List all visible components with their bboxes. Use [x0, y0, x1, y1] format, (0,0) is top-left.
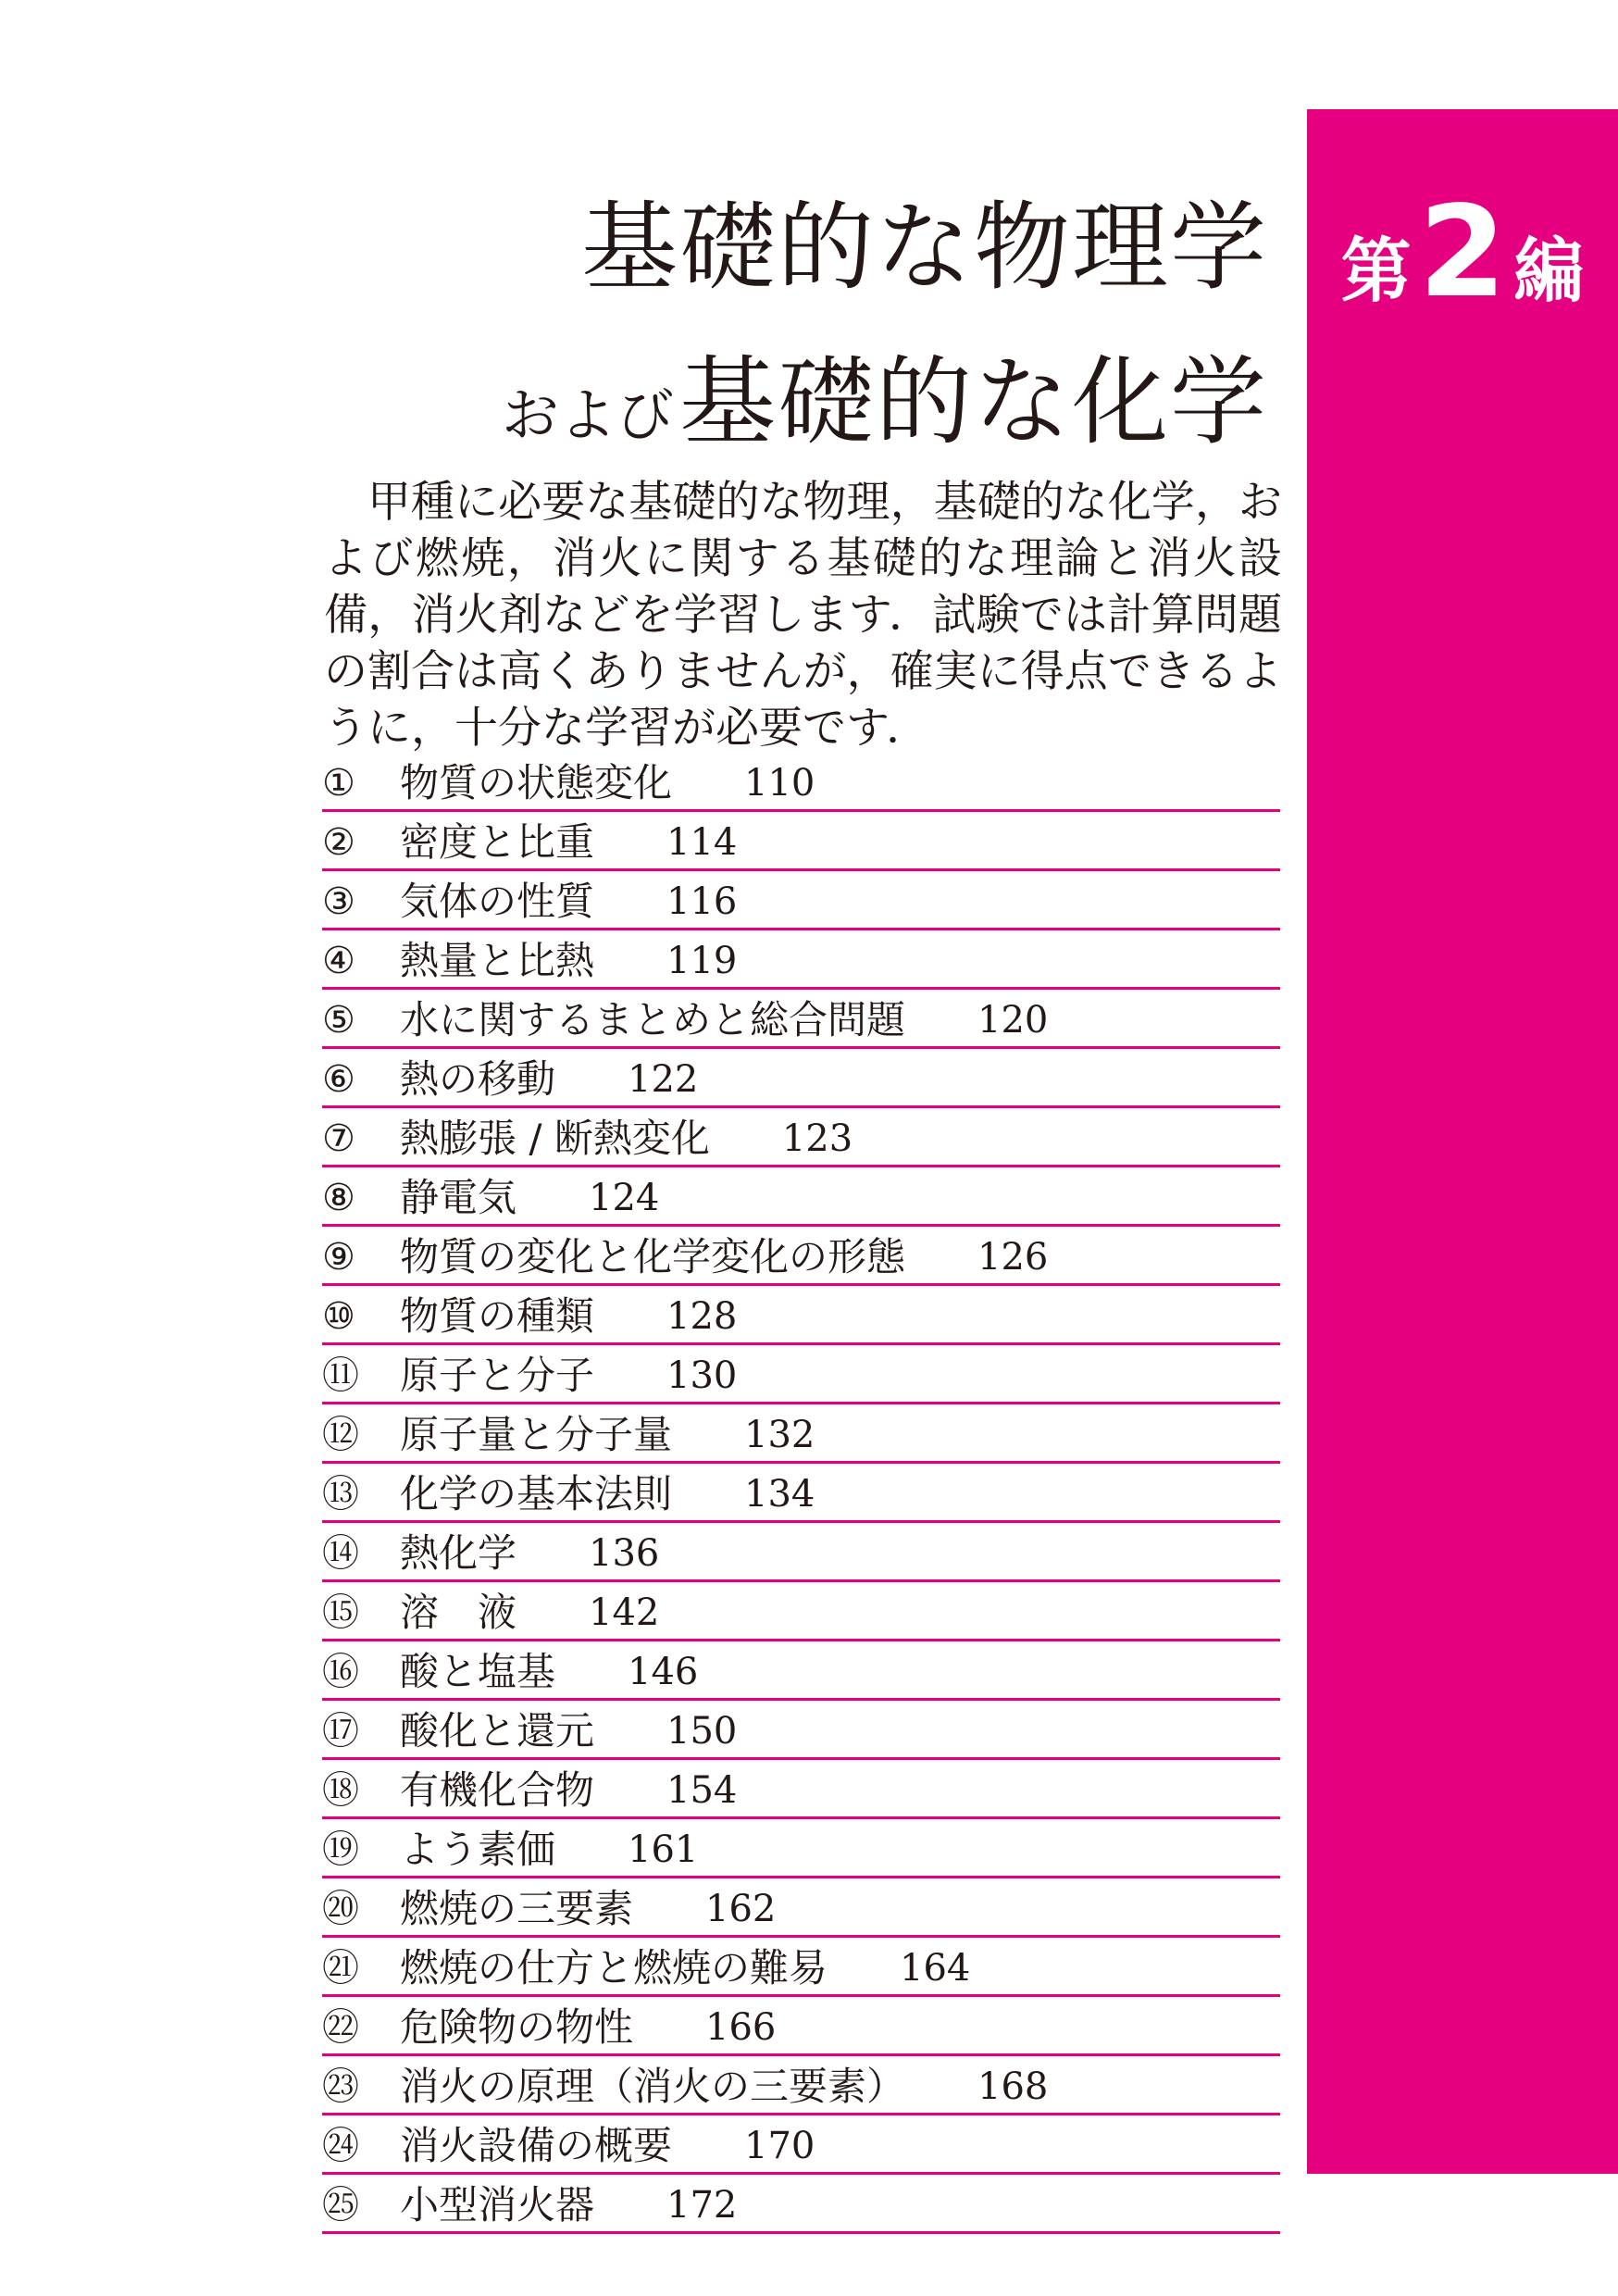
toc-item-title: 有機化合物 — [400, 1767, 595, 1813]
toc-item-page: 114 — [666, 821, 738, 864]
toc-item-title: 物質の種類 — [400, 1293, 595, 1339]
toc-item-title: 溶 液 — [400, 1590, 517, 1635]
intro-paragraph: 甲種に必要な基礎的な物理，基礎的な化学，および燃焼，消火に関する基礎的な理論と消火設備，消火剤などを学習します．試験では計算問題の割合は高くありませんが，確実に得点できるように，十分な学習が必要です． — [324, 477, 1282, 754]
toc-item-title: 密度と比重 — [400, 819, 595, 865]
toc-item-number: ⑪ — [322, 1354, 359, 1397]
toc-item[interactable] — [322, 1821, 1280, 1878]
toc-item-title: 物質の状態変化 — [400, 760, 673, 805]
toc-item-page: 161 — [628, 1828, 699, 1871]
toc-item[interactable] — [322, 1999, 1280, 2056]
toc-item-page: 119 — [666, 940, 738, 982]
toc-item-page: 128 — [666, 1295, 738, 1338]
toc-item-number: ⑮ — [322, 1591, 359, 1634]
toc-item-title: 熱量と比熱 — [400, 938, 595, 983]
toc-item-page: 154 — [666, 1769, 738, 1812]
toc-item-page: 170 — [744, 2125, 815, 2167]
toc-item[interactable] — [322, 1229, 1280, 1286]
toc-item[interactable] — [322, 1584, 1280, 1641]
toc-item-number: ⑯ — [322, 1651, 359, 1693]
toc-item-page: 132 — [744, 1414, 815, 1456]
toc-item-page: 124 — [589, 1177, 660, 1219]
toc-item-title: 危険物の物性 — [400, 2004, 634, 2050]
toc-item-page: 166 — [705, 2006, 777, 2049]
toc-item[interactable] — [322, 1051, 1280, 1108]
toc-item-title: 消火の原理（消火の三要素） — [400, 2064, 906, 2109]
toc-item-number: ⑱ — [322, 1769, 359, 1812]
toc-item-number: ⑨ — [322, 1236, 355, 1279]
toc-item[interactable] — [322, 1762, 1280, 1819]
toc-item-number: ⑥ — [322, 1058, 355, 1101]
toc-item-number: ⑲ — [322, 1828, 359, 1871]
toc-item-title: 燃焼の三要素 — [400, 1886, 634, 1931]
toc-item-title: 物質の変化と化学変化の形態 — [400, 1234, 906, 1279]
toc-item-number: ⑬ — [322, 1473, 359, 1516]
toc-item[interactable] — [322, 1169, 1280, 1227]
toc-item[interactable] — [322, 992, 1280, 1049]
title-prefix: および — [501, 381, 674, 449]
toc-item-page: 123 — [781, 1117, 853, 1160]
toc-item-title: 酸化と還元 — [400, 1708, 595, 1753]
toc-item-number: ⑭ — [322, 1532, 359, 1575]
toc-item-number: ㉓ — [322, 2065, 359, 2108]
toc-item-number: ⑤ — [322, 999, 355, 1042]
toc-item-number: ㉒ — [322, 2006, 359, 2049]
toc-item[interactable] — [322, 1880, 1280, 1938]
toc-item-number: ⑩ — [322, 1295, 355, 1338]
toc-item-title: 熱化学 — [400, 1530, 517, 1576]
toc-item-number: ④ — [322, 940, 355, 982]
toc-item-number: ㉔ — [322, 2125, 359, 2167]
toc-item-title: 化学の基本法則 — [400, 1471, 673, 1516]
toc-item-page: 162 — [705, 1888, 777, 1930]
toc-item-title: 熱の移動 — [400, 1056, 556, 1102]
toc-item-number: ㉑ — [322, 1947, 359, 1990]
toc-item-title: 原子量と分子量 — [400, 1412, 673, 1457]
part-suffix: 編 — [1513, 230, 1585, 312]
toc-item[interactable] — [322, 814, 1280, 871]
toc-item-number: ⑧ — [322, 1177, 355, 1219]
toc-item[interactable] — [322, 1940, 1280, 1997]
toc-item[interactable] — [322, 1406, 1280, 1464]
toc-item-page: 122 — [628, 1058, 699, 1101]
toc-item-page: 116 — [666, 880, 738, 923]
table-of-contents — [322, 755, 1280, 2236]
toc-item[interactable] — [322, 2177, 1280, 2234]
toc-item-number: ⑳ — [322, 1888, 359, 1930]
toc-item-page: 110 — [744, 762, 815, 805]
part-number: 2 — [1418, 180, 1507, 326]
toc-item-title: 燃焼の仕方と燃焼の難易 — [400, 1945, 828, 1990]
toc-item[interactable] — [322, 1525, 1280, 1582]
toc-item-page: 130 — [666, 1354, 738, 1397]
toc-item-number: ⑰ — [322, 1710, 359, 1753]
toc-item-number: ② — [322, 821, 355, 864]
toc-item-page: 142 — [589, 1591, 660, 1634]
toc-item[interactable] — [322, 2058, 1280, 2115]
toc-item[interactable] — [322, 755, 1280, 812]
toc-item-page: 164 — [900, 1947, 971, 1990]
toc-item-title: 酸と塩基 — [400, 1649, 556, 1694]
toc-item-page: 146 — [628, 1651, 699, 1693]
toc-item-title: 静電気 — [400, 1175, 517, 1220]
toc-item[interactable] — [322, 1347, 1280, 1404]
toc-item-title: 小型消火器 — [400, 2182, 595, 2227]
toc-item-number: ⑦ — [322, 1117, 355, 1160]
toc-item-title: 熱膨張 / 断熱変化 — [400, 1116, 710, 1161]
chapter-color-band — [1307, 109, 1618, 2174]
toc-item-number: ③ — [322, 880, 355, 923]
toc-item-number: ⑫ — [322, 1414, 359, 1456]
toc-item[interactable] — [322, 2117, 1280, 2175]
toc-item-number: ① — [322, 762, 355, 805]
toc-item-title: よう素価 — [400, 1827, 556, 1872]
toc-item-title: 原子と分子 — [400, 1353, 595, 1398]
part-label — [1307, 180, 1618, 326]
toc-item-page: 126 — [977, 1236, 1049, 1279]
toc-item[interactable] — [322, 873, 1280, 930]
toc-item-title: 気体の性質 — [400, 879, 595, 924]
toc-item[interactable] — [322, 1466, 1280, 1523]
toc-item-page: 120 — [977, 999, 1049, 1042]
toc-item-title: 消火設備の概要 — [400, 2123, 673, 2168]
toc-item-page: 134 — [744, 1473, 815, 1516]
toc-item[interactable] — [322, 1110, 1280, 1167]
toc-item[interactable] — [322, 1643, 1280, 1701]
page-title-line2 — [502, 324, 1268, 463]
toc-item[interactable] — [322, 1288, 1280, 1345]
page-title-line1: 基礎的な物理学 — [580, 191, 1268, 304]
toc-item-page: 168 — [977, 2065, 1049, 2108]
toc-item-page: 172 — [666, 2184, 738, 2227]
toc-item[interactable] — [322, 932, 1280, 990]
part-prefix: 第 — [1340, 230, 1412, 312]
title-main: 基礎的な化学 — [678, 345, 1268, 458]
toc-item[interactable] — [322, 1703, 1280, 1760]
toc-item-page: 150 — [666, 1710, 738, 1753]
toc-item-title: 水に関するまとめと総合問題 — [400, 997, 906, 1042]
toc-item-number: ㉕ — [322, 2184, 359, 2227]
toc-item-page: 136 — [589, 1532, 660, 1575]
